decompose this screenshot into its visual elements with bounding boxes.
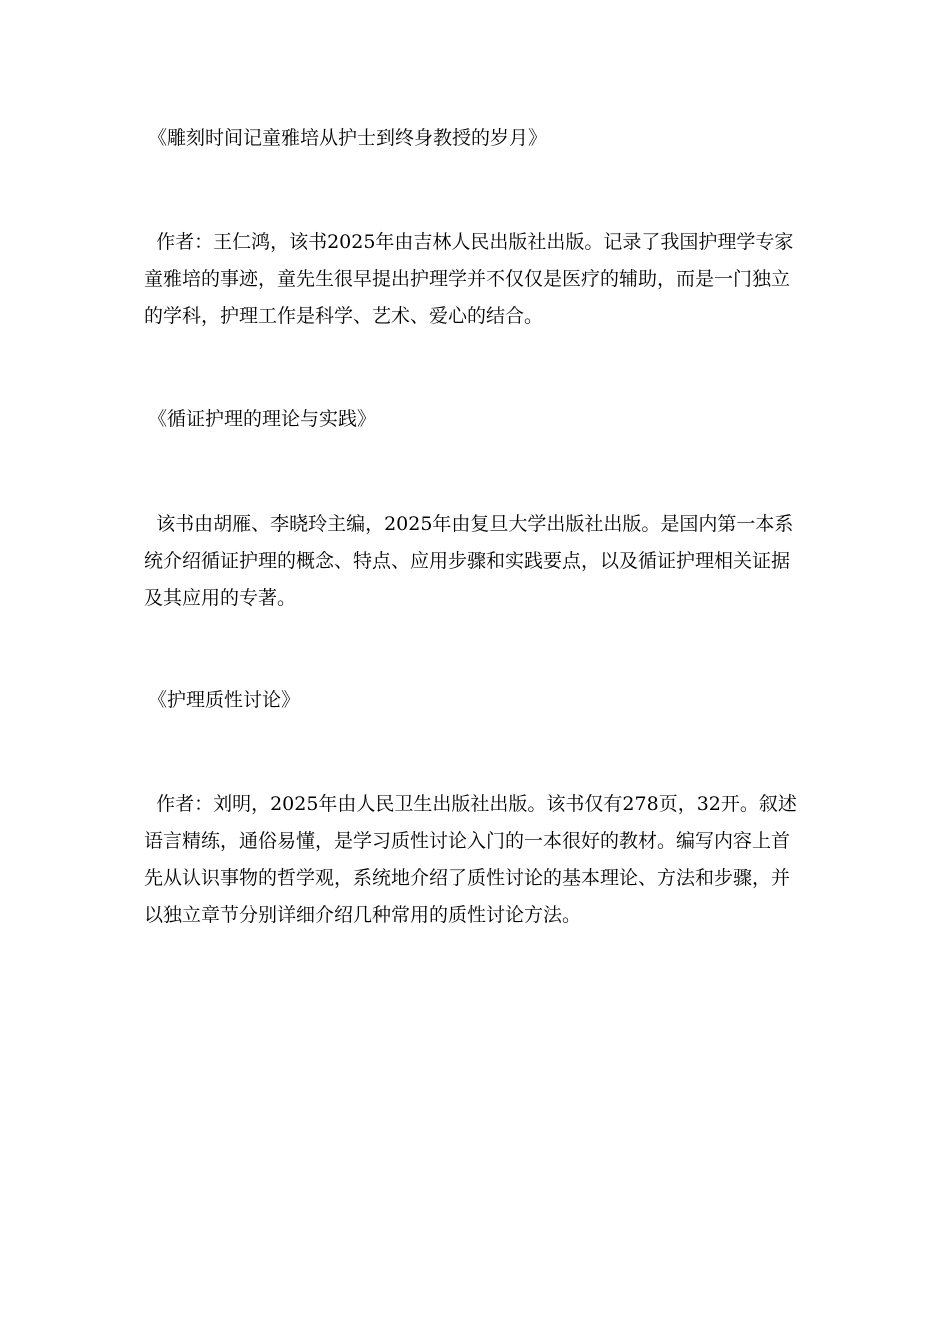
book-description-3 [144,786,804,934]
description-line: 统介绍循证护理的概念、特点、应用步骤和实践要点，以及循证护理相关证据 [144,550,791,572]
description-line: 先从认识事物的哲学观，系统地介绍了质性讨论的基本理论、方法和步骤，并 [144,867,791,889]
description-line: 的学科，护理工作是科学、艺术、爱心的结合。 [144,305,544,327]
description-line: 作者：刘明，2025年由人民卫生出版社出版。该书仅有278页，32开。叙述 [144,793,797,815]
description-line: 以独立章节分别详细介绍几种常用的质性讨论方法。 [144,904,582,926]
book-title-3: 《护理质性讨论》 [148,689,301,711]
description-line: 该书由胡雁、李晓玲主编，2025年由复旦大学出版社出版。是国内第一本系 [144,513,794,535]
description-line: 童雅培的事迹，童先生很早提出护理学并不仅仅是医疗的辅助，而是一门独立 [144,268,791,290]
description-line: 作者：王仁鸿，该书2025年由吉林人民出版社出版。记录了我国护理学专家 [144,231,794,253]
description-line: 及其应用的专著。 [144,587,297,609]
book-title-2: 《循证护理的理论与实践》 [148,408,377,430]
book-title-1: 《雕刻时间记童雅培从护士到终身教授的岁月》 [148,127,548,149]
description-line: 语言精练，通俗易懂，是学习质性讨论入门的一本很好的教材。编写内容上首 [144,830,791,852]
book-description-2 [144,506,804,617]
book-description-1 [144,224,804,335]
